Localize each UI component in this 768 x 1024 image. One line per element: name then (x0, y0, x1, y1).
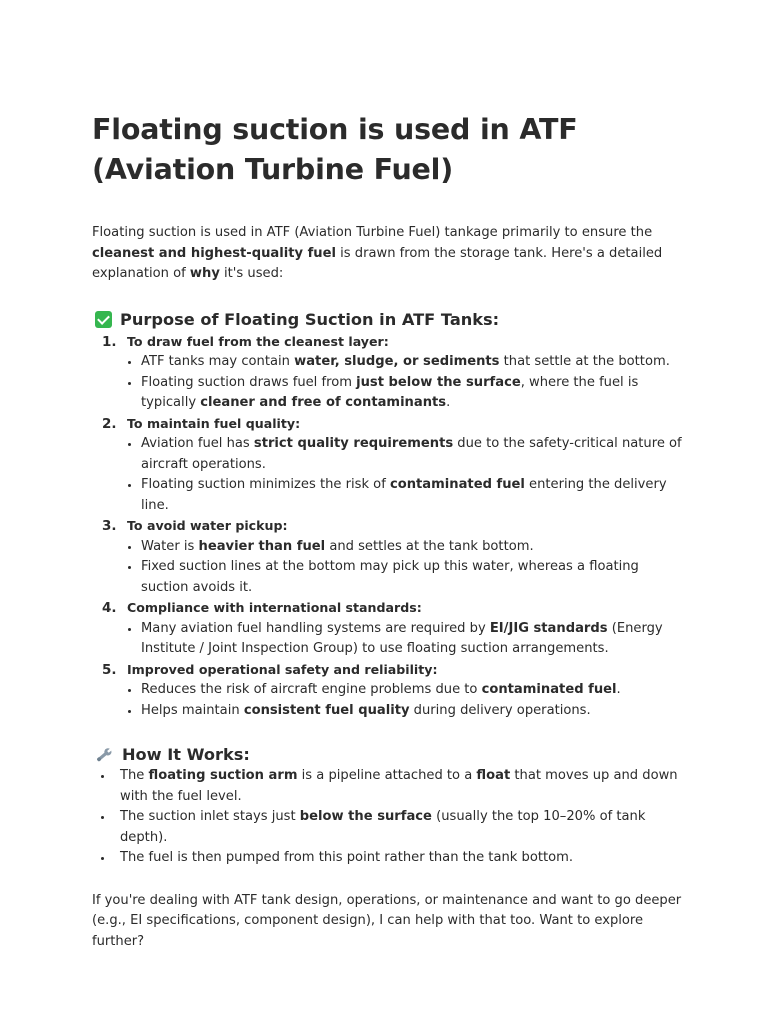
text-run: Water is (141, 538, 199, 554)
item-title: Improved operational safety and reliability: (127, 661, 438, 677)
item-number: 1. (102, 333, 117, 350)
purpose-item (92, 516, 682, 598)
bold-text: heavier than fuel (198, 538, 326, 554)
text-run: that settle at the bottom. (499, 354, 670, 369)
text-run: due to the safety-critical nature of aircraft operations. (141, 436, 682, 472)
item-title: To maintain fuel quality: (127, 415, 301, 431)
page-title: Floating suction is used in ATF (Aviation Turbine Fuel) (92, 113, 578, 186)
list-item (92, 807, 682, 848)
text-run: ATF tanks may contain (141, 354, 295, 369)
intro-text-2: is drawn from the storage tank. Here's a detailed explanation of (92, 245, 663, 281)
list-item (127, 701, 682, 722)
list-item (127, 619, 682, 660)
list-item (92, 848, 682, 869)
text-run: (Energy Institute / Joint Inspection Group) to use floating suction arrangements. (141, 620, 663, 656)
list-item (127, 352, 682, 373)
text-run: Fixed suction lines at the bottom may pick up this water, whereas a floating suction avoids it. (141, 559, 639, 595)
how-heading-text: How It Works: (122, 745, 250, 764)
list-item (127, 680, 682, 701)
list-item (92, 766, 682, 807)
list-item (127, 557, 682, 598)
list-item (127, 434, 682, 475)
how-list (92, 766, 682, 869)
purpose-item (92, 660, 682, 722)
bold-text: cleaner and free of contaminants (200, 395, 447, 410)
bold-text: consistent fuel quality (243, 702, 410, 718)
purpose-item (92, 332, 682, 414)
text-run: The suction inlet stays just (120, 809, 300, 824)
text-run: Floating suction draws fuel from (141, 374, 357, 390)
text-run: Reduces the risk of aircraft engine problems due to (141, 682, 482, 697)
wrench-icon (94, 746, 114, 764)
bold-text: water, sludge, or sediments (294, 354, 500, 369)
text-run: . (616, 682, 621, 697)
item-bullets (127, 619, 682, 660)
bold-text: just below the surface (356, 374, 521, 390)
intro-bold-1: cleanest and highest-quality fuel (92, 245, 336, 261)
bold-text: strict quality requirements (253, 436, 454, 451)
bold-text: contaminated fuel (481, 682, 617, 697)
purpose-item (92, 598, 682, 660)
purpose-item (92, 414, 682, 517)
text-run: Aviation fuel has (141, 436, 254, 451)
list-item (127, 475, 682, 516)
bold-text: floating suction arm (148, 768, 298, 783)
how-heading (92, 744, 682, 766)
item-bullets (127, 537, 682, 599)
text-run: Floating suction minimizes the risk of (141, 477, 390, 492)
intro-bold-2: why (189, 266, 220, 281)
item-title: To draw fuel from the cleanest layer: (127, 333, 389, 349)
intro-text-1: Floating suction is used in ATF (Aviation Turbine Fuel) tankage primarily to ensure the (92, 225, 653, 240)
document (92, 110, 682, 952)
item-bullets (127, 680, 682, 721)
text-run: during delivery operations. (409, 702, 591, 718)
item-number: 2. (102, 415, 117, 432)
list-item (127, 537, 682, 558)
item-number: 3. (102, 518, 117, 534)
closing-paragraph: If you're dealing with ATF tank design, operations, or maintenance and want to go deeper (e.g., EI specifications, component design), I can help with that too. Want to explore further? (92, 892, 682, 949)
text-run: entering the delivery line. (141, 477, 667, 513)
bold-text: EI/JIG standards (489, 620, 608, 636)
text-run: (usually the top 10–20% of tank depth). (120, 809, 646, 845)
intro-paragraph (92, 223, 682, 285)
text-run: , where the fuel is typically (141, 374, 639, 410)
text-run: and settles at the tank bottom. (325, 538, 534, 554)
text-run: Helps maintain (141, 702, 244, 718)
intro-text-3: it's used: (219, 266, 284, 281)
text-run: The (120, 768, 149, 783)
bold-text: below the surface (299, 809, 432, 824)
item-bullets (127, 434, 682, 516)
purpose-heading (92, 309, 682, 331)
text-run: that moves up and down with the fuel level. (120, 768, 678, 804)
check-mark-icon (95, 311, 112, 328)
item-title: Compliance with international standards: (127, 600, 422, 615)
item-bullets (127, 352, 682, 414)
text-run: The fuel is then pumped from this point rather than the tank bottom. (120, 850, 574, 865)
bold-text: float (476, 768, 511, 783)
item-number: 4. (102, 600, 117, 616)
purpose-list (92, 332, 682, 722)
bold-text: contaminated fuel (389, 477, 525, 492)
list-item (127, 373, 682, 414)
purpose-heading-text: Purpose of Floating Suction in ATF Tanks: (120, 309, 500, 329)
item-title: To avoid water pickup: (127, 518, 288, 533)
item-number: 5. (102, 661, 117, 678)
text-run: is a pipeline attached to a (297, 768, 477, 783)
text-run: . (446, 395, 451, 410)
text-run: Many aviation fuel handling systems are required by (141, 620, 490, 636)
